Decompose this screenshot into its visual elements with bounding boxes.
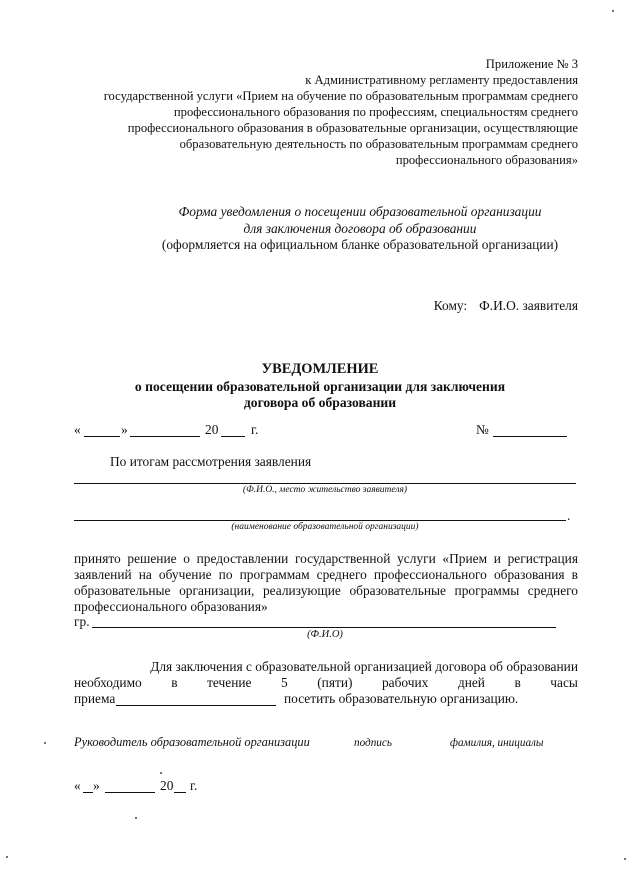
bottom-year-prefix: 20 xyxy=(160,778,174,793)
annex-line: к Административному регламенту предоставления xyxy=(305,73,578,87)
annex-line: профессионального образования» xyxy=(395,153,578,167)
visit-line1: Для заключения с образовательной организацией договора об образовании xyxy=(150,659,578,674)
month-blank[interactable] xyxy=(130,436,200,437)
decision-paragraph xyxy=(74,551,578,615)
applicant-caption: (Ф.И.О., место жительство заявителя) xyxy=(242,485,408,495)
year-blank[interactable] xyxy=(221,436,245,437)
visit-word: дней xyxy=(457,675,485,690)
visit-word: 5 xyxy=(281,675,288,690)
notice-title: УВЕДОМЛЕНИЕ xyxy=(261,361,379,377)
reception-hours-blank[interactable] xyxy=(116,705,276,706)
visit-prefix: приема xyxy=(74,691,116,706)
visit-line2 xyxy=(74,675,578,691)
bottom-date-close-quote: » xyxy=(93,778,100,793)
scan-speck xyxy=(44,742,46,744)
bottom-date-open-quote: « xyxy=(74,778,81,793)
decision-line: образовательные организации, реализующие образовательные программы среднего xyxy=(74,583,578,598)
scan-speck xyxy=(135,817,137,819)
visit-word: (пяти) xyxy=(317,675,353,690)
annex-line: государственной услуги «Прием на обучение по образовательным программам среднего xyxy=(103,89,578,103)
visit-word: в xyxy=(514,675,521,690)
organization-caption: (наименование образовательной организации) xyxy=(231,522,419,532)
scan-speck xyxy=(6,856,8,858)
visit-word: в xyxy=(171,675,178,690)
year-prefix: 20 xyxy=(205,422,219,437)
recipient xyxy=(434,298,578,314)
citizen-fio-caption: (Ф.И.О) xyxy=(307,629,343,640)
decision-line: профессионального образования» xyxy=(74,599,268,614)
scan-speck xyxy=(160,772,162,774)
annex-line: образовательную деятельность по образовательным программам среднего xyxy=(179,137,578,151)
form-title-line2: для заключения договора об образовании xyxy=(243,221,477,236)
applicant-blank[interactable] xyxy=(74,483,576,484)
visit-word: часы xyxy=(550,675,578,690)
citizen-prefix: гр. xyxy=(74,614,90,629)
year-suffix: г. xyxy=(251,422,259,437)
annex-line: профессионального образования по профессиям, специальностям среднего xyxy=(173,105,578,119)
bottom-day-blank[interactable] xyxy=(83,792,93,793)
organization-blank[interactable] xyxy=(74,520,566,521)
date-close-quote: » xyxy=(121,422,128,437)
scan-speck xyxy=(612,10,614,12)
notice-subtitle-line2: договора об образовании xyxy=(243,395,397,410)
visit-word: рабочих xyxy=(381,675,429,690)
visit-suffix: посетить образовательную организацию. xyxy=(284,691,519,706)
bottom-year-suffix: г. xyxy=(190,778,198,793)
form-title-line1: Форма уведомления о посещении образовательной организации xyxy=(178,204,542,219)
bottom-month-blank[interactable] xyxy=(105,792,155,793)
recipient-label: Кому: xyxy=(433,298,468,313)
annex-block xyxy=(104,56,578,168)
number-sign: № xyxy=(476,422,489,437)
signature-sign-label: подпись xyxy=(354,737,392,749)
organization-trailing-dot: . xyxy=(567,508,571,523)
signature-name-label: фамилия, инициалы xyxy=(450,737,544,749)
visit-word: течение xyxy=(207,675,252,690)
date-open-quote: « xyxy=(74,422,81,437)
review-text: По итогам рассмотрения заявления xyxy=(110,454,312,469)
day-blank[interactable] xyxy=(84,436,120,437)
scan-speck xyxy=(624,858,626,860)
signature-head-label: Руководитель образовательной организации xyxy=(74,735,310,749)
decision-line: заявлений на обучение по программам среднего профессионального образования в xyxy=(74,567,578,582)
bottom-year-blank[interactable] xyxy=(174,792,186,793)
number-blank[interactable] xyxy=(493,436,567,437)
annex-line: Приложение № 3 xyxy=(485,57,578,71)
recipient-value: Ф.И.О. заявителя xyxy=(479,298,578,313)
citizen-fio-blank[interactable] xyxy=(92,627,556,628)
annex-line: профессионального образования в образовательные организации, осуществляющие xyxy=(127,121,578,135)
visit-word: необходимо xyxy=(74,675,142,690)
visit-paragraph xyxy=(74,659,578,691)
notice-subtitle-line1: о посещении образовательной организации для заключения xyxy=(134,379,506,394)
decision-line: принято решение о предоставлении государственной услуги «Прием и регистрация xyxy=(74,551,578,566)
form-title-line3: (оформляется на официальном бланке образовательной организации) xyxy=(161,237,559,252)
